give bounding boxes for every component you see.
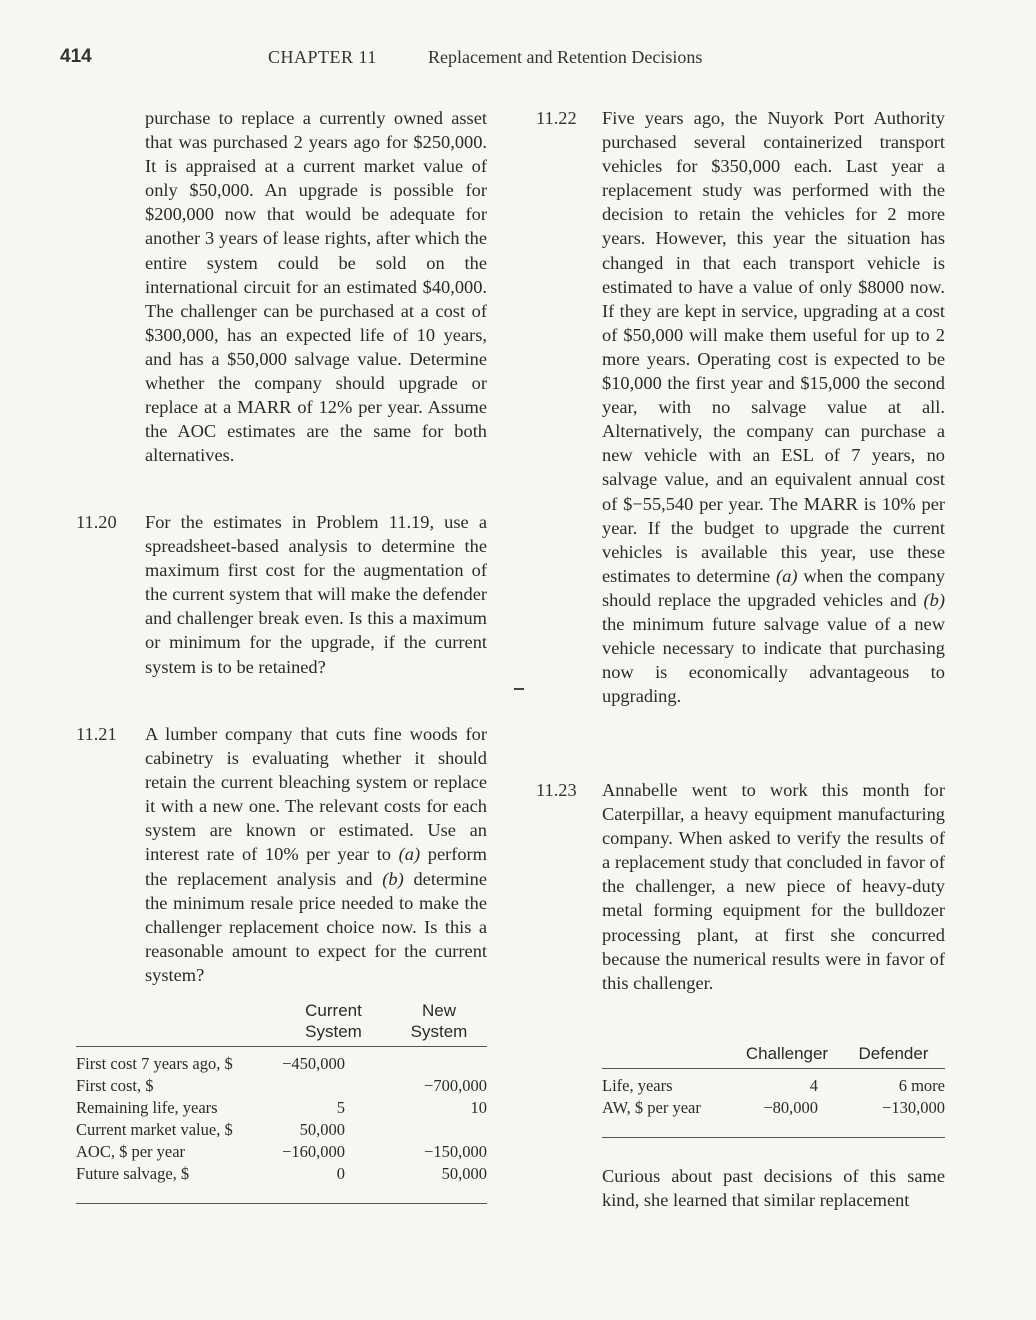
cell-current: −450,000 — [282, 1054, 345, 1073]
table-row — [76, 1163, 487, 1185]
table-row — [76, 1119, 487, 1141]
row-label: Life, years — [602, 1076, 673, 1095]
problem-11-20-text: For the estimates in Problem 11.19, use a spreadsheet-based analysis to determine the maximum first cost for the augmentation of the current system that will make the defender and challenger break even. Is this a maximum or minimum for the upgrade, if the current system is to be retained? — [145, 512, 487, 677]
col-header-challenger: Challenger — [745, 1044, 829, 1063]
problem-number-11-23: 11.23 — [536, 780, 577, 800]
section-title: Replacement and Retention Decisions — [428, 47, 703, 67]
cell-current: 50,000 — [299, 1120, 345, 1139]
row-label: First cost 7 years ago, $ — [76, 1054, 233, 1073]
chapter-label: CHAPTER 11 — [268, 47, 377, 67]
row-label: Future salvage, $ — [76, 1164, 190, 1183]
challenger-defender-table — [602, 1043, 945, 1119]
cell-new — [391, 1119, 487, 1141]
problem-number-11-20: 11.20 — [76, 512, 117, 532]
cell-challenger: 4 — [809, 1076, 818, 1095]
table-row — [76, 1097, 487, 1119]
problem-11-23-closing-text: Curious about past decisions of this same kind, she learned that similar replacement — [602, 1166, 945, 1211]
cell-defender: −130,000 — [882, 1098, 945, 1117]
row-label: AW, $ per year — [602, 1098, 701, 1117]
problem-11-23-text: Annabelle went to work this month for Caterpillar, a heavy equipment manufacturing company. When asked to verify the results of a replacement study that concluded in favor of the challenger, a new piece of heavy-duty metal forming equipment for the bulldozer processing plant, at first she concurred because the numerical results were in favor of this challenger. — [602, 780, 945, 993]
problem-11-19-continuation: purchase to replace a currently owned asset that was purchased 2 years ago for $250,000. It is appraised at a current market value of only $50,000. An upgrade is possible for $200,000 now that would be adequate for another 3 years of lease rights, after which the entire system could be sold on the international circuit for an estimated $40,000. The challenger can be purchased at a cost of $300,000, has an expected life of 10 years, and has a $50,000 salvage value. Determine whether the company should upgrade or replace at a MARR of 12% per year. Assume the AOC estimates are the same for both alternatives. — [145, 108, 487, 466]
table-bottom-rule — [76, 1203, 487, 1204]
table-row — [602, 1097, 945, 1119]
cell-current: 5 — [336, 1098, 345, 1117]
table-bottom-rule — [602, 1137, 945, 1138]
cell-challenger: −80,000 — [763, 1098, 818, 1117]
table-row — [76, 1141, 487, 1163]
cell-new — [391, 1047, 487, 1076]
margin-mark — [514, 688, 524, 690]
cell-new: 10 — [470, 1098, 487, 1117]
cell-new: 50,000 — [441, 1164, 487, 1183]
col-header-new: New System — [410, 1001, 468, 1041]
row-label: Current market value, $ — [76, 1120, 233, 1139]
table-row — [76, 1047, 487, 1076]
cell-current: 0 — [336, 1164, 345, 1183]
row-label: AOC, $ per year — [76, 1142, 186, 1161]
cell-current — [276, 1075, 391, 1097]
problem-11-22-text: Five years ago, the Nuyork Port Authority purchased several containerized transport vehicles for $350,000 each. Last year a replacement study was performed with the decision to retain the vehicles for 2 more years. However, this year the situation has changed in that each transport vehicle is estimated to have a value of only $8000 now. If they are kept in service, upgrading at a cost of $50,000 will make them useful for up to 2 more years. Operating cost is expected to be $10,000 the first year and $15,000 the second year, with no salvage value at all. Alternatively, the company can purchase a new vehicle with an ESL of 7 years, no salvage value, and an equivalent annual cost of $−55,540 per year. The MARR is 10% per year. If the budget to upgrade the current vehicles is available this year, use these estimates to determine (a) when the company should replace the upgraded vehicles and (b) the minimum future salvage value of a new vehicle necessary to indicate that purchasing now is economically advantageous to upgrading. — [602, 108, 945, 707]
cell-new: −150,000 — [424, 1142, 487, 1161]
problem-number-11-22: 11.22 — [536, 108, 577, 128]
table-row — [602, 1069, 945, 1098]
row-label: First cost, $ — [76, 1076, 154, 1095]
col-header-current: Current System — [305, 1001, 362, 1041]
table-row — [76, 1075, 487, 1097]
cell-new: −700,000 — [424, 1076, 487, 1095]
problem-11-21-text: A lumber company that cuts fine woods for cabinetry is evaluating whether it should retain the current bleaching system or replace it with a new one. The relevant costs for each system are known or estimated. Use an interest rate of 10% per year to (a) perform the replacement analysis and (b) determine the minimum resale price needed to make the challenger replacement choice now. Is this a reasonable amount to expect for the current system? — [145, 724, 488, 985]
page-number: 414 — [60, 46, 92, 67]
cell-current: −160,000 — [282, 1142, 345, 1161]
problem-number-11-21: 11.21 — [76, 724, 117, 744]
row-label: Remaining life, years — [76, 1098, 218, 1117]
system-cost-table — [76, 1000, 487, 1185]
col-header-defender: Defender — [858, 1044, 929, 1063]
cell-defender: 6 more — [898, 1076, 945, 1095]
